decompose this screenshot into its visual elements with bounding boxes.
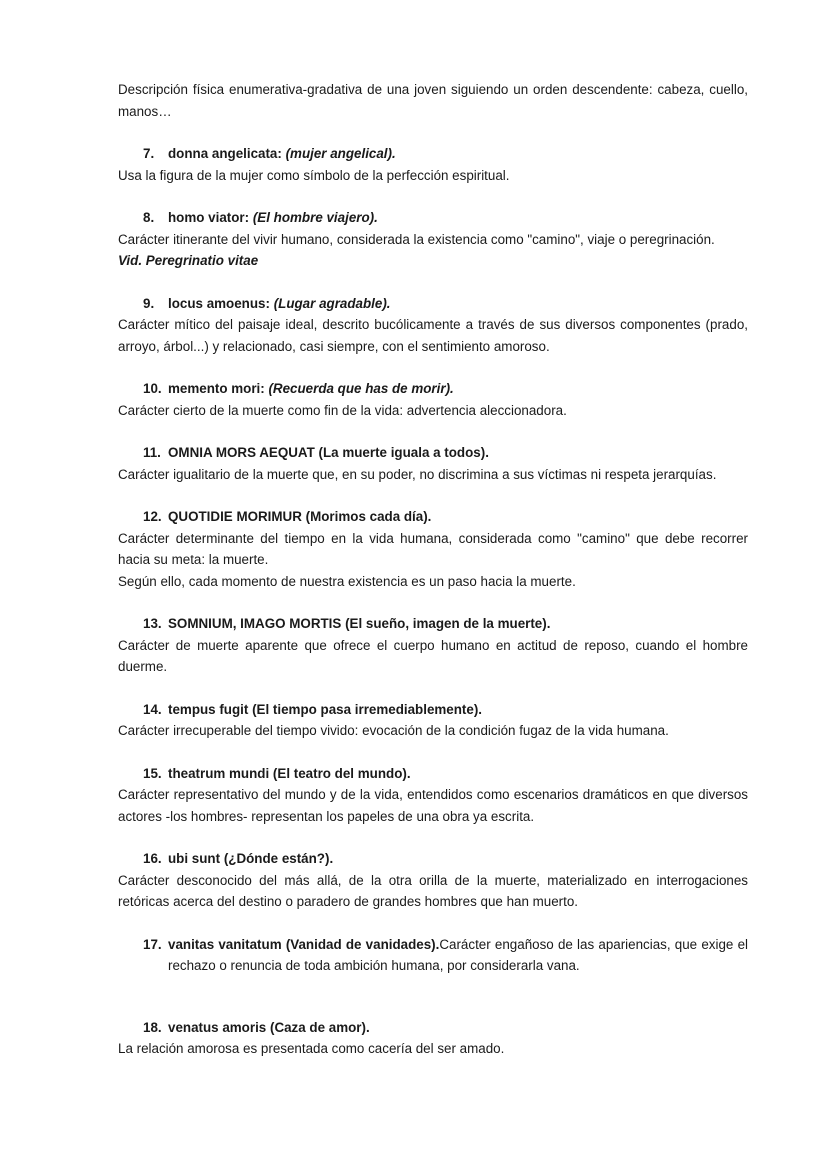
list-item xyxy=(118,613,748,678)
entry-translation: (Recuerda que has de morir). xyxy=(268,381,454,396)
entry-number: 12. xyxy=(143,509,162,524)
entry-description: Carácter mítico del paisaje ideal, descrito bucólicamente a través de sus diversos componentes (prado, arroyo, árbol...) y relacionado, casi siempre, con el sentimiento amoroso. xyxy=(118,317,748,354)
entry-term: QUOTIDIE MORIMUR xyxy=(168,509,302,524)
list-item xyxy=(118,143,748,186)
entry-number: 7. xyxy=(143,146,155,161)
list-item xyxy=(118,506,748,592)
entry-translation: (El hombre viajero). xyxy=(252,210,378,225)
entry-number: 10. xyxy=(143,381,162,396)
list-item xyxy=(118,699,748,742)
entry-description: Carácter irrecuperable del tiempo vivido: evocación de la condición fugaz de la vida humana. xyxy=(118,723,669,738)
entry-description: Carácter igualitario de la muerte que, en su poder, no discrimina a sus víctimas ni respeta jerarquías. xyxy=(118,466,717,482)
entry-description: Usa la figura de la mujer como símbolo de la perfección espiritual. xyxy=(118,167,510,183)
entry-description: La relación amorosa es presentada como cacería del ser amado. xyxy=(118,1041,505,1056)
entry-term: SOMNIUM, IMAGO MORTIS xyxy=(168,616,342,631)
list-item xyxy=(118,442,748,485)
entry-number: 11. xyxy=(143,445,161,460)
entry-translation: (El teatro del mundo). xyxy=(272,765,411,781)
entry-number: 13. xyxy=(143,616,162,631)
entry-translation: (El tiempo pasa irremediablemente). xyxy=(252,701,483,717)
entry-translation: (mujer angelical). xyxy=(285,146,396,161)
entry-number: 8. xyxy=(143,210,155,225)
entry-term: tempus fugit xyxy=(168,701,249,717)
list-item xyxy=(118,378,748,421)
entry-term: venatus amoris xyxy=(168,1019,267,1035)
entry-heading xyxy=(118,506,748,528)
entry-term: homo viator: xyxy=(168,210,250,225)
entry-description-continued: Según ello, cada momento de nuestra existencia es un paso hacia la muerte. xyxy=(118,573,576,589)
entry-description: Carácter itinerante del vivir humano, considerada la existencia como "camino", viaje o peregrinación. xyxy=(118,231,715,247)
entry-translation: (El sueño, imagen de la muerte). xyxy=(345,616,551,631)
entry-term: vanitas vanitatum xyxy=(168,936,282,952)
entry-heading xyxy=(118,442,748,464)
entry-term: ubi sunt xyxy=(168,851,221,866)
entry-term: locus amoenus: xyxy=(168,295,270,311)
list-item xyxy=(118,848,748,913)
entry-heading xyxy=(118,848,748,870)
entry-number: 17. xyxy=(143,936,162,952)
entry-description: Carácter representativo del mundo y de la vida, entendidos como escenarios dramáticos en que diversos actores -los hombres- representan los papeles de una obra ya escrita. xyxy=(118,787,748,824)
entry-heading xyxy=(118,207,748,229)
entry-translation: (La muerte iguala a todos). xyxy=(318,445,489,460)
entry-heading xyxy=(118,1017,748,1039)
entry-translation: (¿Dónde están?). xyxy=(223,851,334,866)
entry-number: 9. xyxy=(143,295,155,311)
entry-description: Carácter de muerte aparente que ofrece el cuerpo humano en actitud de reposo, cuando el hombre duerme. xyxy=(118,637,748,674)
entry-heading xyxy=(118,699,748,721)
entry-translation: (Vanidad de vanidades). xyxy=(285,936,440,952)
entry-heading xyxy=(118,934,748,977)
list-item xyxy=(118,1017,748,1060)
entry-cross-reference: Vid. Peregrinatio vitae xyxy=(118,253,259,268)
entry-number: 15. xyxy=(143,765,162,781)
entry-number: 14. xyxy=(143,701,162,717)
entry-description: Carácter cierto de la muerte como fin de la vida: advertencia aleccionadora. xyxy=(118,402,567,418)
entry-number: 16. xyxy=(143,851,162,866)
entry-heading xyxy=(118,293,748,315)
entry-translation: (Lugar agradable). xyxy=(273,295,391,311)
intro-paragraph: Descripción física enumerativa-gradativa de una joven siguiendo un orden descendente: cabeza, cuello, manos… xyxy=(118,82,748,119)
entry-description: Carácter desconocido del más allá, de la otra orilla de la muerte, materializado en interrogaciones retóricas acerca del destino o paradero de grandes hombres que han muerto. xyxy=(118,872,748,909)
entry-description: Carácter determinante del tiempo en la vida humana, considerada como "camino" que debe recorrer hacia su meta: la muerte. xyxy=(118,530,748,567)
document-body xyxy=(118,79,748,1060)
entry-heading xyxy=(118,613,748,635)
entry-term: donna angelicata: xyxy=(168,146,282,161)
list-item xyxy=(118,207,748,272)
entry-description: Carácter engañoso de las apariencias, que exige el rechazo o renuncia de toda ambición humana, por considerarla vana. xyxy=(168,936,748,973)
entry-heading xyxy=(118,143,748,165)
entry-heading xyxy=(118,378,748,400)
list-item xyxy=(118,763,748,828)
entry-heading xyxy=(118,763,748,785)
entry-translation: (Morimos cada día). xyxy=(305,509,432,524)
entry-number: 18. xyxy=(143,1019,162,1035)
list-item xyxy=(118,934,748,977)
entry-term: OMNIA MORS AEQUAT xyxy=(168,445,315,460)
list-item xyxy=(118,293,748,358)
entry-translation: (Caza de amor). xyxy=(269,1019,370,1035)
entry-term: theatrum mundi xyxy=(168,765,270,781)
entry-term: memento mori: xyxy=(168,381,265,396)
